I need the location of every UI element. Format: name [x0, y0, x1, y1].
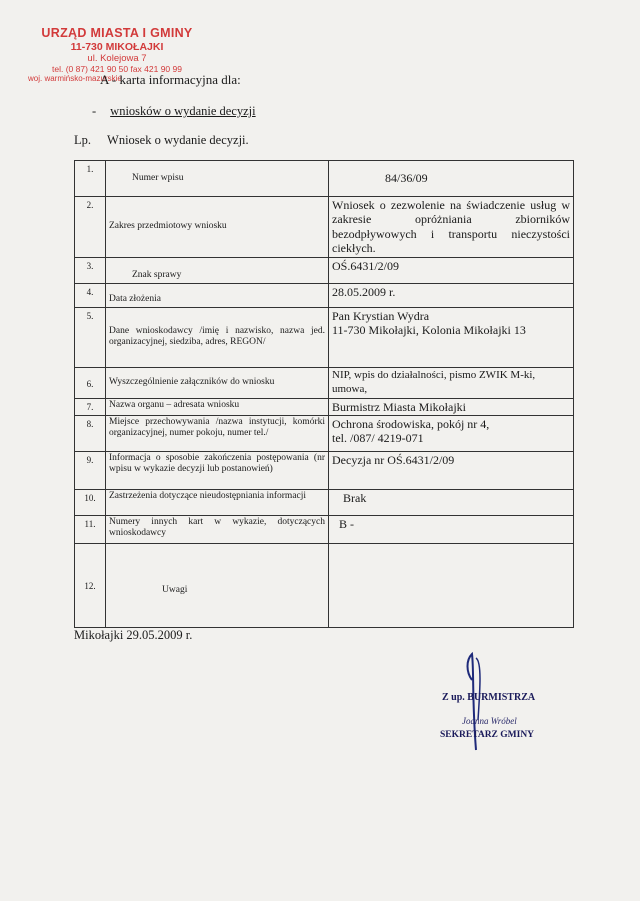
row-number: 8. — [75, 415, 106, 451]
row-number: 4. — [75, 283, 106, 307]
signature-scribble — [420, 650, 570, 760]
row-value-line: Ochrona środowiska, pokój nr 4, — [332, 416, 490, 431]
stamp-line-4: tel. (0 87) 421 90 50 fax 421 90 99 — [52, 64, 182, 74]
row-number: 11. — [75, 515, 106, 543]
row-value: Decyzja nr OŚ.6431/2/09 — [329, 451, 574, 489]
row-label: Numery innych kart w wykazie, dotyczących wnioskodawcy — [106, 515, 329, 543]
row-label: Data złożenia — [106, 283, 329, 307]
table-row — [75, 415, 574, 451]
lp-label: Lp. — [74, 133, 92, 147]
signature-block — [420, 650, 570, 760]
table-row — [75, 515, 574, 543]
row-value: NIP, wpis do działalności, pismo ZWIK M-ki, umowa, — [329, 367, 574, 398]
table-row — [75, 257, 574, 283]
row-value — [329, 307, 574, 367]
subheading-dash: - — [92, 104, 97, 118]
row-value: B - — [329, 515, 574, 543]
table-row — [75, 398, 574, 415]
table-row — [75, 367, 574, 398]
table-row — [75, 161, 574, 197]
subheading — [92, 104, 256, 119]
row-value-line: tel. /087/ 4219-071 — [332, 431, 424, 446]
place-date: Mikołajki 29.05.2009 r. — [74, 628, 193, 642]
page-heading: A - karta informacyjna dla: — [100, 72, 241, 87]
row-number: 1. — [75, 161, 106, 197]
table-row — [75, 489, 574, 515]
row-number: 6. — [75, 367, 106, 398]
stamp-line-2: 11-730 MIKOŁAJKI — [70, 41, 164, 53]
table-row — [75, 283, 574, 307]
table-row — [75, 307, 574, 367]
lp-text: Wniosek o wydanie decyzji. — [107, 133, 249, 147]
stamp-line-1: URZĄD MIASTA I GMINY — [41, 26, 193, 40]
row-label: Wyszczególnienie załączników do wniosku — [106, 367, 329, 398]
row-number: 9. — [75, 451, 106, 489]
row-label: Miejsce przechowywania /nazwa instytucji, komórki organizacyjnej, numer pokoju, numer tel./ — [106, 415, 329, 451]
row-value-line: Pan Krystian Wydra — [332, 308, 430, 323]
row-label: Zakres przedmiotowy wniosku — [106, 197, 329, 258]
row-value: 84/36/09 — [329, 161, 574, 197]
row-value-line: 11-730 Mikołajki, Kolonia Mikołajki 13 — [332, 322, 526, 337]
row-label: Numer wpisu — [106, 161, 329, 197]
row-value: Burmistrz Miasta Mikołajki — [329, 398, 574, 415]
info-table — [74, 160, 574, 628]
row-label: Dane wnioskodawcy /imię i nazwisko, nazwa jed. organizacyjnej, siedziba, adres, REGON/ — [106, 307, 329, 367]
signature-line-1: Z up. BURMISTRZA — [442, 692, 536, 703]
signature-line-3: SEKRETARZ GMINY — [440, 730, 535, 740]
row-number: 3. — [75, 257, 106, 283]
row-number: 5. — [75, 307, 106, 367]
subheading-text: wniosków o wydanie decyzji — [110, 104, 256, 118]
row-number: 2. — [75, 197, 106, 258]
row-value: OŚ.6431/2/09 — [329, 257, 574, 283]
stamp-line-5: woj. warmińsko-mazurskie — [28, 74, 122, 83]
table-row — [75, 197, 574, 258]
row-number: 10. — [75, 489, 106, 515]
row-value — [329, 543, 574, 627]
table-row — [75, 451, 574, 489]
row-label: Nazwa organu – adresata wniosku — [106, 398, 329, 415]
row-value: Wniosek o zezwolenie na świadczenie usług w zakresie opróżniania zbiorników bezodpływowych i transportu nieczystości ciekłych. — [329, 197, 574, 258]
row-number: 12. — [75, 543, 106, 627]
row-label: Znak sprawy — [106, 257, 329, 283]
row-value: 28.05.2009 r. — [329, 283, 574, 307]
row-number: 7. — [75, 398, 106, 415]
row-label: Informacja o sposobie zakończenia postępowania (nr wpisu w wykazie decyzji lub postanowień) — [106, 451, 329, 489]
row-label: Uwagi — [106, 543, 329, 627]
signature-line-2: Joanna Wróbel — [462, 716, 517, 726]
row-label: Zastrzeżenia dotyczące nieudostępniania informacji — [106, 489, 329, 515]
row-value: Brak — [329, 489, 574, 515]
lp-line — [74, 133, 249, 148]
row-value — [329, 415, 574, 451]
table-row — [75, 543, 574, 627]
stamp-line-3: ul. Kolejowa 7 — [87, 53, 147, 64]
